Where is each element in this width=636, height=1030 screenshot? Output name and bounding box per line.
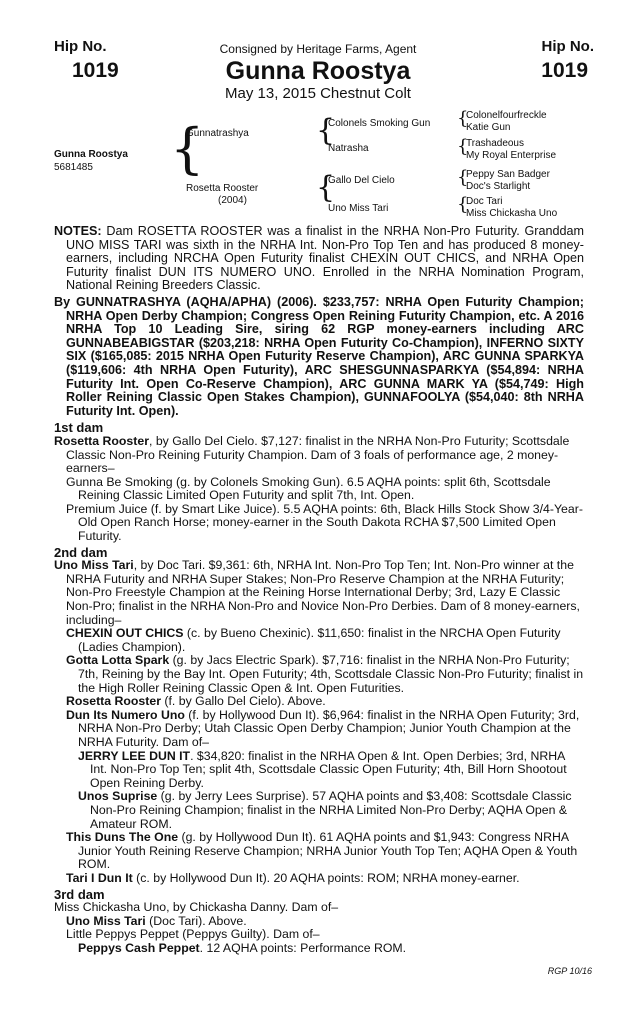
pedigree-brace: { [457,108,469,129]
produce-name: Tari I Dun It [66,870,133,885]
pedigree-ds: Gallo Del Cielo [328,175,395,186]
grandproduce-entry [54,750,584,791]
produce-entry [54,709,584,750]
produce-desc: (g. by Jerry Lees Surprise). 57 AQHA points and $3,408: Scottsdale Classic Non-Pro Reining Champion; finalist in the NRHA Limited Non-Pro Derby; AQHA Open & Amateur ROM. [90,789,572,831]
produce-entry [54,503,584,544]
produce-entry [54,695,584,709]
produce-desc: . $34,820: finalist in the NRHA Open & Int. Open Derbies; 3rd, NRHA Int. Non-Pro Top Ten; split 4th, Scottsdale Classic Open Futurity; 4th, Bill Horn Shootout Open Reining Derby. [90,748,567,790]
pedigree-brace: { [170,117,205,180]
grandproduce-entry [54,790,584,831]
second-dam-heading: 2nd dam [54,544,108,560]
dam-name: Rosetta Rooster [54,433,149,448]
produce-desc: (g. by Hollywood Dun It). 61 AQHA points and $1,943: Congress NRHA Junior Youth Reining Reserve Champion; NRHA Junior Youth Top Ten; AQHA Open & Youth ROM. [78,830,578,872]
produce-desc: (Doc Tari). Above. [145,913,247,928]
pedigree-brace: { [457,194,469,215]
produce-name: Uno Miss Tari [66,913,146,928]
produce-desc: (g. by Colonels Smoking Gun). 6.5 AQHA points: split 6th, Scottsdale Reining Classic Limited Open Futurity and split 7th, Int. Open. [78,474,551,503]
notes-text: Dam ROSETTA ROOSTER was a finalist in the NRHA Non-Pro Futurity. Granddam UNO MISS TARI was sixth in the NRHA Int. Non-Pro Top Ten and has produced 8 money-earners, including NRCHA Open Futurity finalist CHEXIN OUT CHICS, and NRHA Open Futurity finalist DUN ITS NUMERO UNO. Enrolled in the NRHA Nomination Program, National Reining Breeders Classic. [66,224,584,293]
produce-entry: Little Peppys Peppet (Peppys Guilty). Dam of– [66,927,320,942]
header [150,42,486,102]
pedigree-dam: Rosetta Rooster [186,183,259,194]
pedigree-ddd: Miss Chickasha Uno [466,208,558,219]
first-dam-entry [54,435,584,476]
produce-entry [54,476,584,503]
produce-entry [54,627,584,654]
pedigree-dss: Peppy San Badger [466,169,550,180]
footer-code: RGP 10/16 [547,966,592,976]
pedigree-dam-year: (2004) [218,195,247,206]
second-dam-entry [54,559,584,627]
produce-name: Peppys Cash Peppet [78,940,200,955]
produce-name: JERRY LEE DUN IT [78,748,191,763]
consignor: Consigned by Heritage Farms, Agent [219,42,417,56]
dam-name: Uno Miss Tari [54,558,134,573]
pedigree-brace: { [316,170,336,205]
produce-desc: (f. by Smart Like Juice). 5.5 AQHA points: 6th, Black Hills Stock Show 3/4-Year-Old Open Ranch Horse; money-earner in the South Dakota RCHA $7,500 Limited Open Futurity. [78,501,583,544]
sire-paragraph: By GUNNATRASHYA (AQHA/APHA) (2006). $233,757: NRHA Open Futurity Champion; NRHA Open Derby Champion; Congress Open Reining Futurity Champion, etc. A 2016 NRHA Top 10 Leading Sire, siring 62 RGP money-earners including ARC GUNNABEABIGSTAR ($203,218: NRHA Open Futurity Co-Champion), INFERNO SIXTY SIX ($165,085: 2015 NRHA Open Futurity Reserve Champion), ARC GUNNA SPARKYA ($119,606: 4th NRHA Open Futurity), ARC SHESGUNNASPARKYA ($54,894: NRHA Futurity Int. Open Co-Reserve Champion), ARC GUNNA MARK YA ($54,749: High Roller Reining Classic Open Stakes Champion), GUNNAFOOLYA ($54,040: 8th NRHA Futurity Int. Open). [54,294,584,418]
pedigree-subject: Gunna Roostya [54,149,128,160]
foaling-info: May 13, 2015 Chestnut Colt [225,85,411,102]
notes-paragraph [54,225,584,293]
produce-name: Gotta Lotta Spark [66,653,170,668]
produce-entry [54,915,584,929]
catalog-body [54,225,584,955]
grandproduce-entry [54,942,584,956]
produce-desc: (g. by Jacs Electric Spark). $7,716: finalist in the NRHA Non-Pro Futurity; 7th, Reining by the Bay Int. Open Futurity; 4th, Scottsdale Classic Non-Pro Futurity; finalist in the High Roller Reining Classic Open & Int. Open Futurities. [78,653,584,695]
third-dam-heading: 3rd dam [54,886,105,902]
produce-name: CHEXIN OUT CHICS [66,626,184,641]
pedigree-sds: Trashadeous [466,138,524,149]
produce-desc: (c. by Bueno Chexinic). $11,650: finalist in the NRCHA Open Futurity (Ladies Champion). [78,626,561,654]
produce-name: Premium Juice [66,501,148,516]
pedigree-dd: Uno Miss Tari [328,203,389,214]
pedigree-brace: { [457,167,469,188]
produce-entry [54,872,584,886]
horse-name: Gunna Roostya [225,57,411,85]
pedigree-sd: Natrasha [328,143,369,154]
hip-number: 1019 [541,59,588,82]
produce-desc: (f. by Hollywood Dun It). $6,964: finalist in the NRHA Open Futurity; 3rd, NRHA Non-Pro Derby; Utah Classic Open Derby Champion; Junior Youth Champion at the NRHA Futurity. Dam of– [78,707,580,749]
pedigree-ssd: Katie Gun [466,122,511,133]
produce-desc: . 12 AQHA points: Performance ROM. [199,940,407,955]
produce-name: Dun Its Numero Uno [66,707,185,722]
notes-label: NOTES: [54,224,102,238]
produce-desc: (c. by Hollywood Dun It). 20 AQHA points: ROM; NRHA money-earner. [132,870,520,885]
pedigree-sdd: My Royal Enterprise [466,150,557,161]
hip-label: Hip No. [54,38,107,55]
produce-name: Gunna Be Smoking [66,474,173,489]
pedigree-brace: { [316,113,336,148]
produce-name: Rosetta Rooster [66,694,161,709]
produce-entry [54,654,584,695]
hip-number: 1019 [72,59,119,82]
pedigree-ss: Colonels Smoking Gun [328,118,431,129]
pedigree-dds: Doc Tari [466,196,503,207]
pedigree-sire: Gunnatrashya [186,128,249,139]
produce-desc: (f. by Gallo Del Cielo). Above. [160,694,326,709]
dam-desc: , by Gallo Del Cielo. $7,127: finalist in the NRHA Non-Pro Futurity; Scottsdale Classic Non-Pro Reining Futurity Champion. Dam of 3 foals of performance age, 2 money-earners– [66,433,570,476]
third-dam-entry: Miss Chickasha Uno, by Chickasha Danny. Dam of– [54,900,339,915]
dam-desc: , by Doc Tari. $9,361: 6th, NRHA Int. Non-Pro Top Ten; Int. Non-Pro winner at the NRHA Futurity and NRHA Super Stakes; Non-Pro Reserve Champion at the NRHA Futurity; Non-Pro Freestyle Champion at the Reining Horse International Derby; 3rd, Lazy E Classic Non-Pro; finalist in the NRHA Non-Pro and Novice Non-Pro Derbies. Dam of 8 money-earners, including– [66,558,580,627]
produce-entry [54,831,584,872]
produce-name: This Duns The One [66,830,179,845]
hip-number-left [54,38,134,83]
hip-label: Hip No. [541,38,594,55]
pedigree-brace: { [457,136,469,157]
first-dam-heading: 1st dam [54,420,104,436]
pedigree-dsd: Doc's Starlight [466,181,531,192]
registration-number: 5681485 [54,162,93,173]
pedigree-sss: Colonelfourfreckle [466,110,547,121]
produce-name: Unos Suprise [78,789,158,804]
hip-number-right [514,38,594,83]
